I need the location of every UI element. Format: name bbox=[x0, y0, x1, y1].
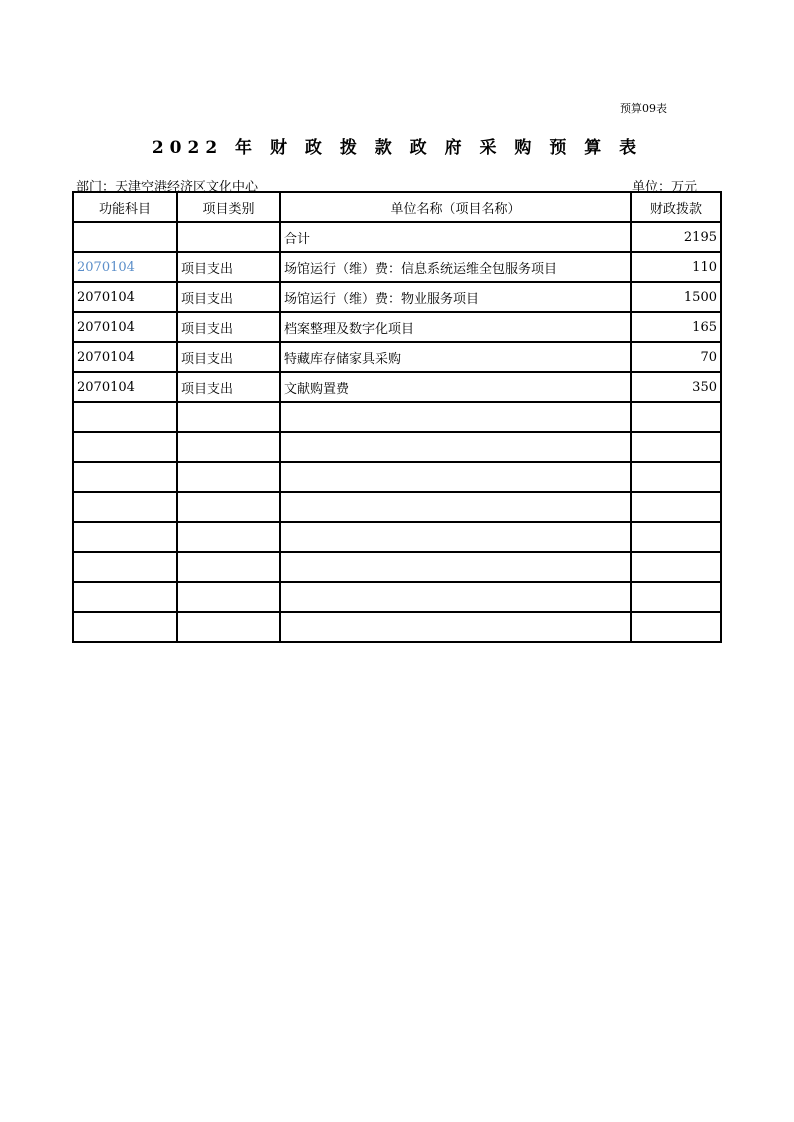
empty-cell bbox=[177, 432, 280, 462]
empty-cell bbox=[280, 582, 631, 612]
table-row bbox=[73, 372, 721, 402]
total-category-cell bbox=[177, 222, 280, 252]
empty-cell bbox=[631, 432, 721, 462]
empty-cell bbox=[177, 552, 280, 582]
function-code-link[interactable]: 2070104 bbox=[73, 252, 177, 282]
amount-cell: 1500 bbox=[631, 282, 721, 312]
header-name: 单位名称（项目名称） bbox=[280, 192, 631, 222]
empty-cell bbox=[280, 492, 631, 522]
empty-cell bbox=[73, 492, 177, 522]
table-row bbox=[73, 252, 721, 282]
empty-cell bbox=[631, 612, 721, 642]
empty-cell bbox=[631, 582, 721, 612]
empty-cell bbox=[177, 522, 280, 552]
empty-cell bbox=[631, 492, 721, 522]
empty-row bbox=[73, 402, 721, 432]
form-number: 预算09表 bbox=[620, 102, 667, 115]
header-row bbox=[73, 192, 721, 222]
empty-cell bbox=[73, 612, 177, 642]
project-name-cell: 场馆运行（维）费：物业服务项目 bbox=[280, 282, 631, 312]
empty-cell bbox=[280, 402, 631, 432]
table-row bbox=[73, 282, 721, 312]
empty-cell bbox=[73, 402, 177, 432]
category-cell: 项目支出 bbox=[177, 312, 280, 342]
empty-cell bbox=[73, 522, 177, 552]
empty-cell bbox=[177, 462, 280, 492]
header-category: 项目类别 bbox=[177, 192, 280, 222]
empty-cell bbox=[73, 432, 177, 462]
empty-row bbox=[73, 612, 721, 642]
total-amount: 2195 bbox=[631, 222, 721, 252]
function-code-cell: 2070104 bbox=[73, 372, 177, 402]
project-name-cell: 文献购置费 bbox=[280, 372, 631, 402]
empty-row bbox=[73, 492, 721, 522]
function-code-cell: 2070104 bbox=[73, 342, 177, 372]
budget-table bbox=[72, 191, 722, 643]
empty-row bbox=[73, 582, 721, 612]
category-cell: 项目支出 bbox=[177, 372, 280, 402]
department-label: 部门：天津空港经济区文化中心 bbox=[76, 180, 259, 195]
amount-cell: 350 bbox=[631, 372, 721, 402]
header-function-code: 功能科目 bbox=[73, 192, 177, 222]
category-cell: 项目支出 bbox=[177, 282, 280, 312]
project-name-cell: 场馆运行（维）费：信息系统运维全包服务项目 bbox=[280, 252, 631, 282]
empty-cell bbox=[631, 552, 721, 582]
empty-cell bbox=[280, 522, 631, 552]
category-cell: 项目支出 bbox=[177, 342, 280, 372]
unit-label: 单位：万元 bbox=[632, 180, 698, 195]
amount-cell: 110 bbox=[631, 252, 721, 282]
empty-cell bbox=[280, 552, 631, 582]
empty-cell bbox=[73, 462, 177, 492]
function-code-cell: 2070104 bbox=[73, 312, 177, 342]
empty-cell bbox=[177, 582, 280, 612]
function-code-cell: 2070104 bbox=[73, 282, 177, 312]
empty-cell bbox=[73, 552, 177, 582]
header-amount: 财政拨款 bbox=[631, 192, 721, 222]
empty-cell bbox=[73, 582, 177, 612]
empty-cell bbox=[177, 492, 280, 522]
empty-row bbox=[73, 462, 721, 492]
total-label: 合计 bbox=[280, 222, 631, 252]
table-row bbox=[73, 342, 721, 372]
empty-cell bbox=[280, 432, 631, 462]
empty-row bbox=[73, 432, 721, 462]
total-code-cell bbox=[73, 222, 177, 252]
empty-cell bbox=[280, 462, 631, 492]
empty-cell bbox=[280, 612, 631, 642]
table-row bbox=[73, 312, 721, 342]
project-name-cell: 特藏库存储家具采购 bbox=[280, 342, 631, 372]
total-row bbox=[73, 222, 721, 252]
empty-cell bbox=[631, 402, 721, 432]
empty-cell bbox=[177, 402, 280, 432]
category-cell: 项目支出 bbox=[177, 252, 280, 282]
page-title: 2022 年 财 政 拨 款 政 府 采 购 预 算 表 bbox=[151, 138, 643, 158]
project-name-cell: 档案整理及数字化项目 bbox=[280, 312, 631, 342]
empty-cell bbox=[177, 612, 280, 642]
empty-row bbox=[73, 552, 721, 582]
amount-cell: 70 bbox=[631, 342, 721, 372]
empty-cell bbox=[631, 522, 721, 552]
amount-cell: 165 bbox=[631, 312, 721, 342]
empty-row bbox=[73, 522, 721, 552]
empty-cell bbox=[631, 462, 721, 492]
